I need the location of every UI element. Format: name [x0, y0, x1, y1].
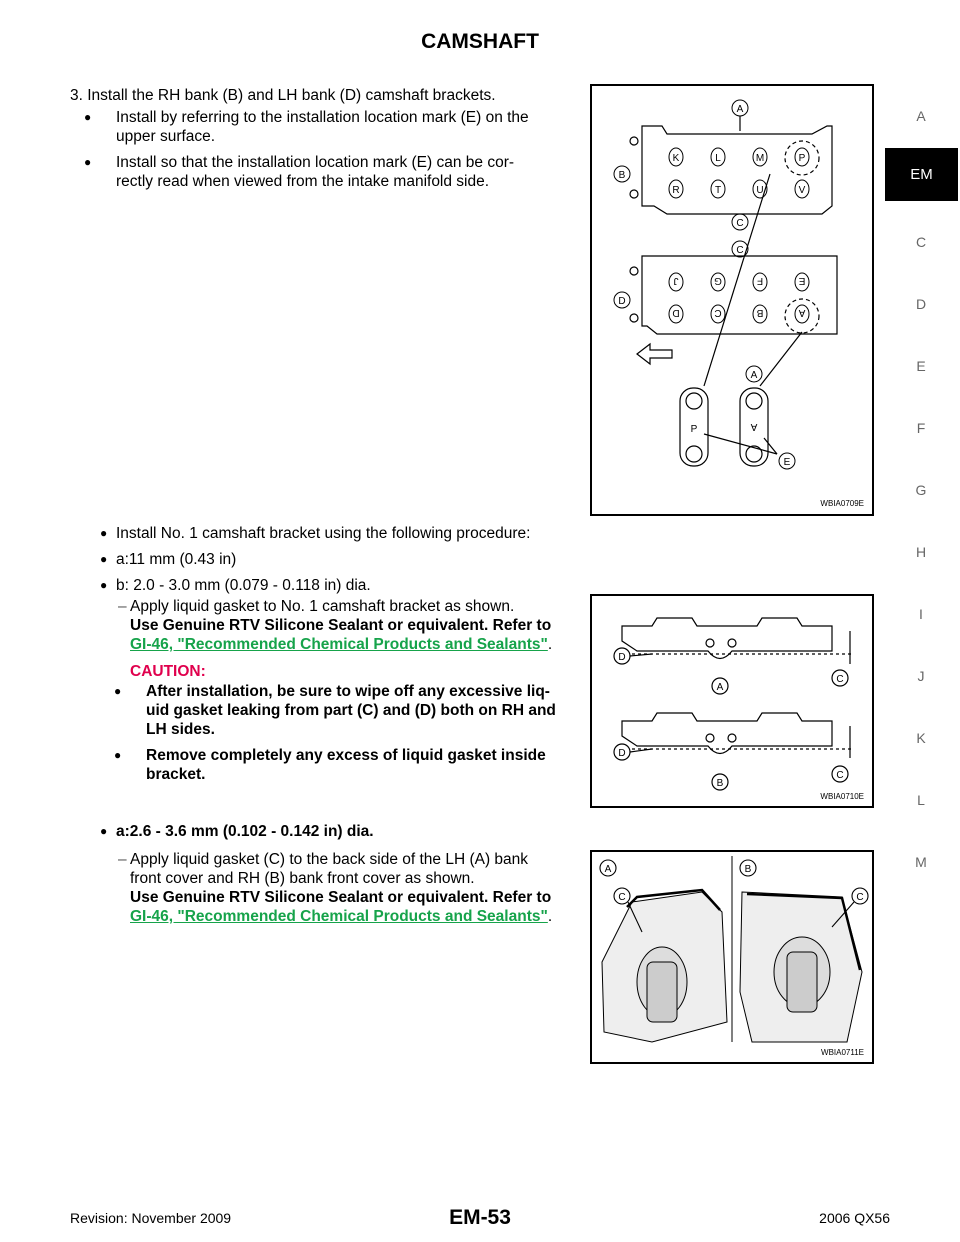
callout-c: C [836, 674, 844, 685]
procedure-bullets [100, 524, 590, 595]
bullet-text: a:11 mm (0.43 in) [116, 551, 237, 568]
page-title: CAMSHAFT [421, 30, 539, 53]
callout-e: E [783, 457, 791, 468]
section-tab-l[interactable]: L [917, 792, 925, 808]
period: . [547, 636, 553, 653]
step-3-block [70, 86, 580, 191]
reference-line [118, 635, 588, 654]
section-tab-h[interactable]: H [915, 544, 927, 560]
dash-item [118, 850, 588, 869]
callout-c: C [736, 218, 744, 229]
lh-mark-3: F [756, 275, 764, 286]
use-sealant-text: Use Genuine RTV Silicone Sealant or equivalent. Refer to [130, 617, 552, 634]
section-tab-j[interactable]: J [917, 668, 925, 684]
callout-d: D [618, 748, 626, 759]
figure-camshaft-brackets [590, 84, 874, 516]
bullet-text: Install by referring to the installation location mark (E) on the [116, 109, 529, 126]
use-sealant-text: Use Genuine RTV Silicone Sealant or equivalent. Refer to [130, 889, 552, 906]
caution-text: LH sides. [146, 721, 215, 738]
page-number: EM-53 [449, 1206, 511, 1229]
bullet-text: Install so that the installation location mark (E) can be cor- [116, 154, 515, 171]
caution-text: Remove completely any excess of liquid gasket inside [146, 747, 546, 764]
callout-a: A [750, 370, 758, 381]
bullet-dot: ● [100, 552, 108, 566]
camshaft-bracket-diagram [592, 86, 872, 514]
bracket-mark-a: A [750, 421, 758, 432]
section-tab-d[interactable]: D [915, 296, 927, 312]
figure-id: WBIA0710E [820, 792, 864, 801]
dash-mark: – [118, 598, 127, 615]
period: . [547, 908, 553, 925]
dash-mark: – [118, 851, 127, 868]
lh-mark-8: A [798, 307, 806, 318]
revision-date: Revision: November 2009 [70, 1210, 232, 1226]
bullet-dot: ● [100, 526, 108, 540]
callout-a: A [736, 104, 744, 115]
callout-b: B [716, 778, 724, 789]
lh-mark-6: C [714, 307, 722, 318]
section-tab-em[interactable]: EM [885, 148, 958, 201]
caution-item [114, 746, 588, 784]
bullet-dot: ● [100, 824, 108, 838]
section-tab-m[interactable]: M [915, 854, 927, 870]
dash-item [118, 597, 588, 616]
bullet-text: upper surface. [116, 128, 216, 145]
dash-text: Apply liquid gasket to No. 1 camshaft bracket as shown. [130, 598, 515, 615]
liquid-gasket-diagram [592, 596, 872, 806]
bullet-text: b: 2.0 - 3.0 mm (0.079 - 0.118 in) dia. [116, 577, 371, 594]
callout-b: B [744, 864, 752, 875]
section-tab-k[interactable]: K [916, 730, 926, 746]
bullet-dot: ● [114, 684, 122, 698]
figure-no1-bracket-gasket [590, 594, 874, 808]
caution-text: After installation, be sure to wipe off any excessive liq- [146, 683, 550, 700]
rh-mark-3: M [755, 153, 765, 164]
lh-mark-4: E [798, 275, 806, 286]
rh-mark-1: K [672, 153, 680, 164]
section-tab-c[interactable]: C [915, 234, 927, 250]
callout-a: A [716, 682, 724, 693]
section-tab-e[interactable]: E [916, 358, 926, 374]
rh-mark-5: R [672, 185, 680, 196]
dash-step-1 [114, 597, 588, 784]
bullet-text: Install No. 1 camshaft bracket using the following procedure: [116, 525, 531, 542]
bullet-dot: ● [100, 578, 108, 592]
rh-mark-4: P [798, 153, 806, 164]
dash-step-2 [118, 850, 588, 926]
rh-mark-8: V [798, 185, 806, 196]
bullet-dot: ● [84, 110, 92, 124]
lh-mark-2: G [714, 275, 722, 286]
rh-mark-2: L [715, 153, 721, 164]
bullet-item [100, 576, 590, 595]
rh-mark-6: T [714, 185, 722, 196]
callout-b: B [618, 170, 626, 181]
callout-c: C [856, 892, 864, 903]
model-name: 2006 QX56 [819, 1210, 890, 1226]
bullet-item [100, 822, 590, 841]
lh-mark-5: D [672, 307, 680, 318]
reference-line [118, 907, 588, 926]
figure-front-cover-gasket [590, 850, 874, 1064]
caution-text: bracket. [146, 766, 206, 783]
reference-link[interactable]: GI-46, "Recommended Chemical Products and Sealants" [130, 908, 548, 925]
section-tab-a[interactable]: A [916, 108, 926, 124]
bullet-text: rectly read when viewed from the intake manifold side. [116, 173, 490, 190]
bullet-item [70, 108, 580, 146]
bullet-item [70, 153, 580, 191]
callout-c: C [618, 892, 626, 903]
callout-d: D [618, 296, 626, 307]
reference-link[interactable]: GI-46, "Recommended Chemical Products and Sealants" [130, 636, 548, 653]
figure-id: WBIA0711E [821, 1048, 864, 1057]
rh-mark-7: U [756, 185, 764, 196]
front-cover-diagram [592, 852, 872, 1062]
step-3-text: 3. Install the RH bank (B) and LH bank (D) camshaft brackets. [70, 87, 496, 104]
section-tab-g[interactable]: G [915, 482, 927, 498]
bracket-mark-p: P [690, 424, 698, 435]
caution-item [114, 682, 588, 739]
bullet-text: a:2.6 - 3.6 mm (0.102 - 0.142 in) dia. [116, 823, 374, 840]
caution-label: CAUTION: [130, 663, 206, 680]
section-tab-f[interactable]: F [916, 420, 926, 436]
lh-mark-7: B [756, 307, 764, 318]
caution-text: uid gasket leaking from part (C) and (D) both on RH and [146, 702, 556, 719]
figure-id: WBIA0709E [820, 499, 864, 508]
callout-a: A [604, 864, 612, 875]
bullet-item [100, 550, 590, 569]
dash-text: front cover and RH (B) bank front cover as shown. [130, 870, 475, 887]
bullet-dot: ● [114, 748, 122, 762]
bullet-item [100, 524, 590, 543]
callout-d: D [618, 652, 626, 663]
callout-c: C [736, 245, 744, 256]
bullet-dot: ● [84, 155, 92, 169]
section-tab-i[interactable]: I [919, 606, 923, 622]
callout-c: C [836, 770, 844, 781]
lh-mark-1: J [673, 275, 679, 286]
dash-text: Apply liquid gasket (C) to the back side of the LH (A) bank [130, 851, 529, 868]
